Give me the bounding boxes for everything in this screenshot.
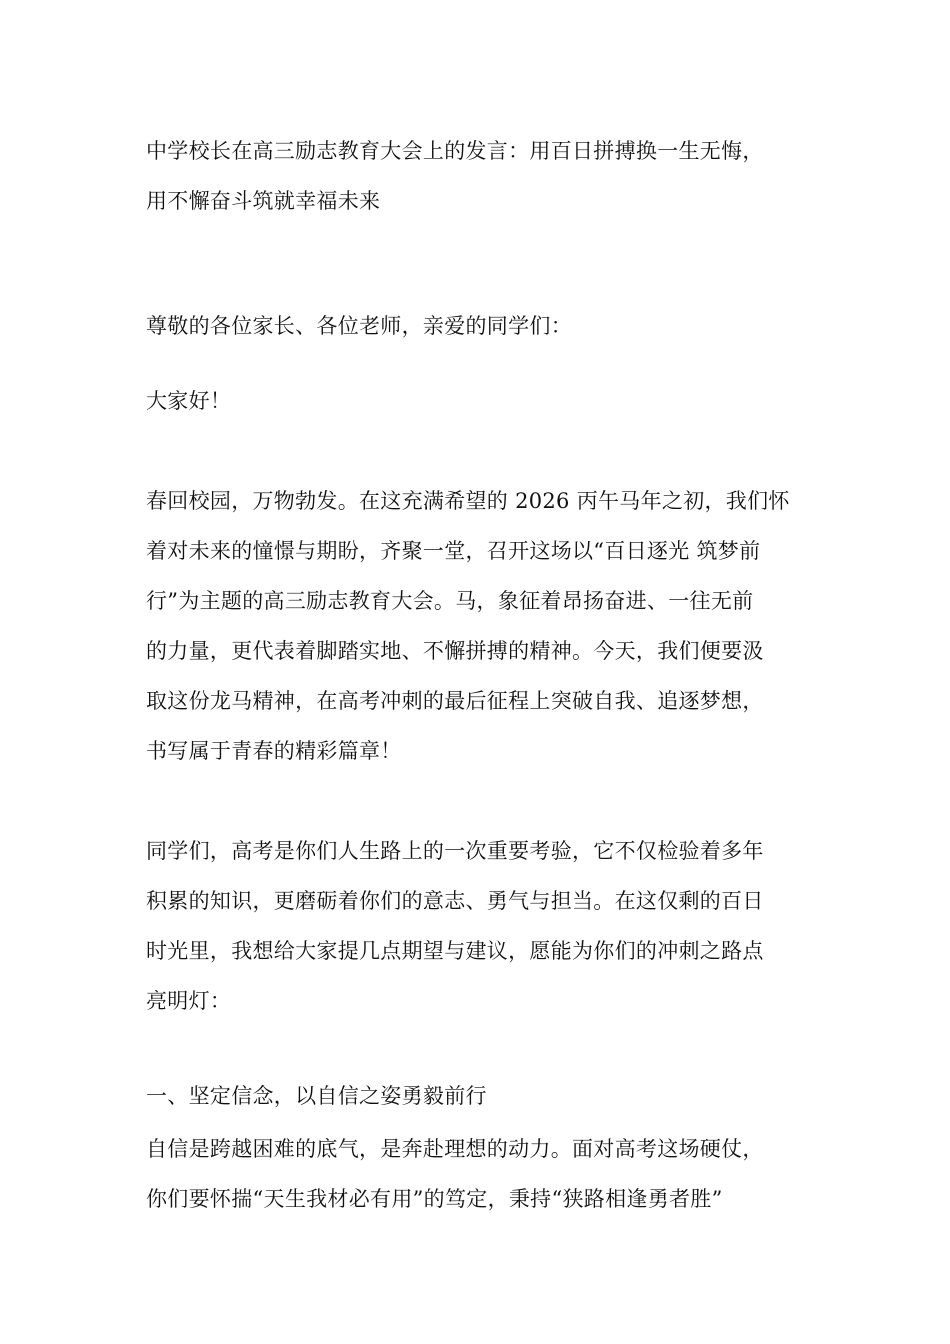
document-title	[146, 126, 806, 226]
title-line: 用不懈奋斗筑就幸福未来	[146, 189, 381, 213]
salutation	[146, 301, 806, 351]
paragraph-line: 着对未来的憧憬与期盼，齐聚一堂，召开这场以“百日逐光 筑梦前	[146, 539, 761, 563]
paragraph-line: 的力量，更代表着脚踏实地、不懈拼搏的精神。今天，我们便要汲	[146, 639, 764, 663]
section-heading-1	[146, 1076, 806, 1116]
paragraph-line: 春回校园，万物勃发。在这充满希望的 2026 丙午马年之初，我们怀	[146, 489, 790, 513]
paragraph-line: 你们要怀揣“天生我材必有用”的笃定，秉持“狭路相逢勇者胜”	[146, 1187, 723, 1211]
title-line: 中学校长在高三励志教育大会上的发言：用百日拼搏换一生无悔，	[146, 139, 764, 163]
hello-line	[146, 376, 806, 426]
paragraph-3	[146, 1124, 806, 1224]
paragraph-line: 自信是跨越困难的底气，是奔赴理想的动力。面对高考这场硬仗，	[146, 1137, 764, 1161]
paragraph-line: 取这份龙马精神，在高考冲刺的最后征程上突破自我、追逐梦想，	[146, 689, 764, 713]
paragraph-line: 积累的知识，更磨砺着你们的意志、勇气与担当。在这仅剩的百日	[146, 889, 764, 913]
salutation-text: 尊敬的各位家长、各位老师，亲爱的同学们：	[146, 314, 572, 338]
paragraph-1	[146, 476, 806, 776]
paragraph-line: 行”为主题的高三励志教育大会。马，象征着昂扬奋进、一往无前	[146, 589, 754, 613]
hello-text: 大家好！	[146, 389, 232, 413]
paragraph-line: 同学们，高考是你们人生路上的一次重要考验，它不仅检验着多年	[146, 839, 764, 863]
paragraph-line: 书写属于青春的精彩篇章！	[146, 739, 402, 763]
paragraph-line: 亮明灯：	[146, 989, 232, 1013]
section-heading-text: 一、坚定信念，以自信之姿勇毅前行	[146, 1084, 487, 1108]
paragraph-2	[146, 826, 806, 1026]
paragraph-line: 时光里，我想给大家提几点期望与建议，愿能为你们的冲刺之路点	[146, 939, 764, 963]
